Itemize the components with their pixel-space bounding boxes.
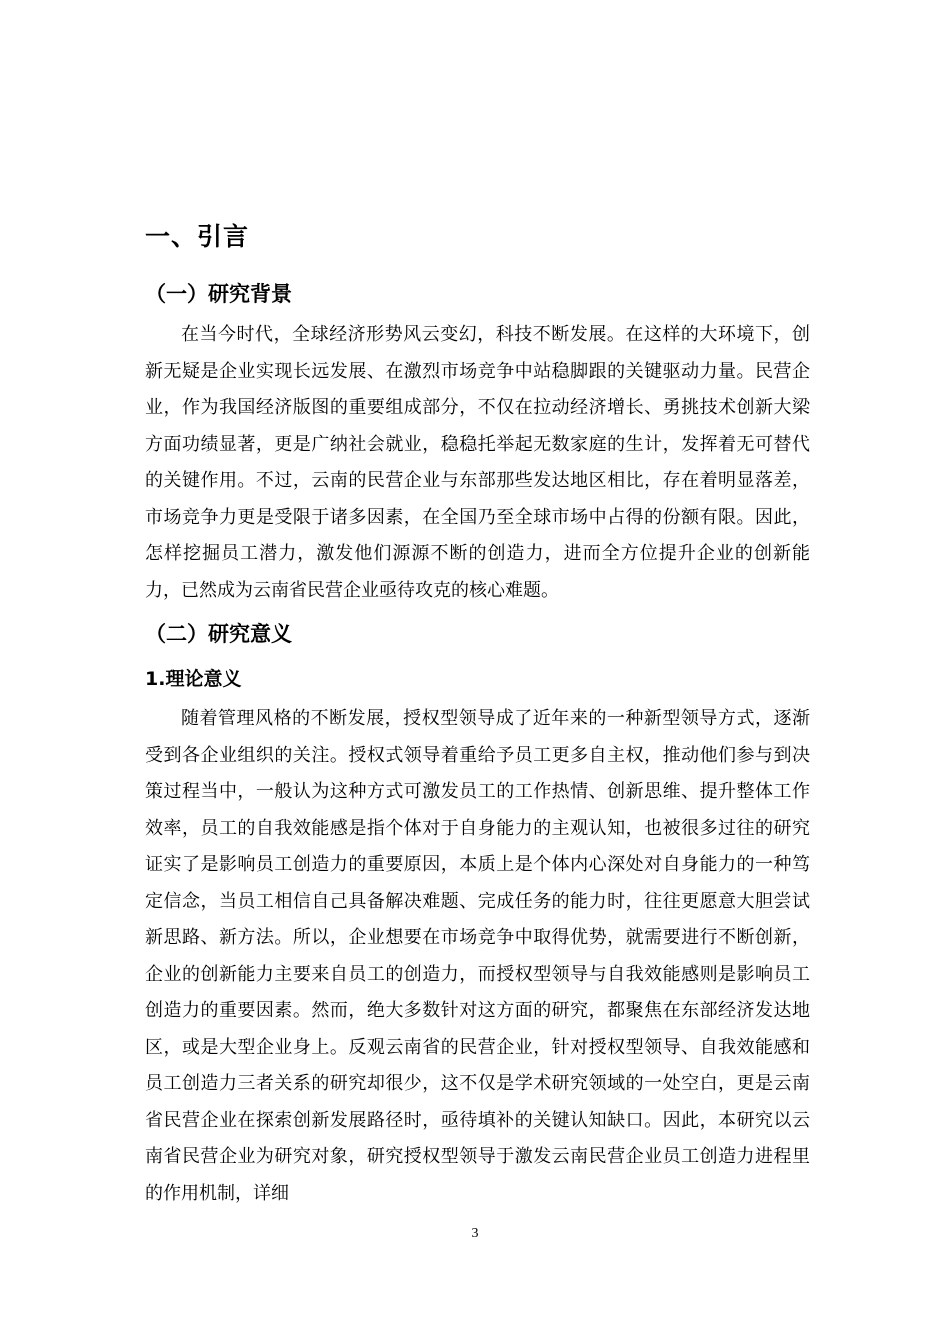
section-title: 一、引言 bbox=[145, 222, 250, 251]
theoretical-significance-heading: 1.理论意义 bbox=[145, 668, 242, 690]
research-background-heading: （一）研究背景 bbox=[145, 282, 292, 306]
theoretical-significance-paragraph: 随着管理风格的不断发展，授权型领导成了近年来的一种新型领导方式，逐渐受到各企业组织的关注。授权式领导着重给予员工更多自主权，推动他们参与到决策过程当中，一般认为这种方式可激发员工的工作热情、创新思维、提升整体工作效率，员工的自我效能感是指个体对于自身能力的主观认知，也被很多过往的研究证实了是影响员工创造力的重要原因，本质上是个体内心深处对自身能力的一种笃定信念，当员工相信自己具备解决难题、完成任务的能力时，往往更愿意大胆尝试新思路、新方法。所以，企业想要在市场竞争中取得优势，就需要进行不断创新，企业的创新能力主要来自员工的创造力，而授权型领导与自我效能感则是影响员工创造力的重要因素。然而，绝大多数针对这方面的研究，都聚焦在东部经济发达地区，或是大型企业身上。反观云南省的民营企业，针对授权型领导、自我效能感和员工创造力三者关系的研究却很少，这不仅是学术研究领域的一处空白，更是云南省民营企业在探索创新发展路径时，亟待填补的关键认知缺口。因此，本研究以云南省民营企业为研究对象，研究授权型领导于激发云南民营企业员工创造力进程里的作用机制，详细 bbox=[145, 708, 810, 1204]
research-background-paragraph: 在当今时代，全球经济形势风云变幻，科技不断发展。在这样的大环境下，创新无疑是企业实现长远发展、在激烈市场竞争中站稳脚跟的关键驱动力量。民营企业，作为我国经济版图的重要组成部分，不仅在拉动经济增长、勇挑技术创新大梁方面功绩显著，更是广纳社会就业，稳稳托举起无数家庭的生计，发挥着无可替代的关键作用。不过，云南的民营企业与东部那些发达地区相比，存在着明显落差，市场竞争力更是受限于诸多因素，在全国乃至全球市场中占得的份额有限。因此，怎样挖掘员工潜力，激发他们源源不断的创造力，进而全方位提升企业的创新能力，已然成为云南省民营企业亟待攻克的核心难题。 bbox=[145, 324, 810, 601]
page-number: 3 bbox=[471, 1226, 479, 1241]
page-content bbox=[145, 215, 810, 1212]
research-significance-heading: （二）研究意义 bbox=[145, 622, 292, 646]
